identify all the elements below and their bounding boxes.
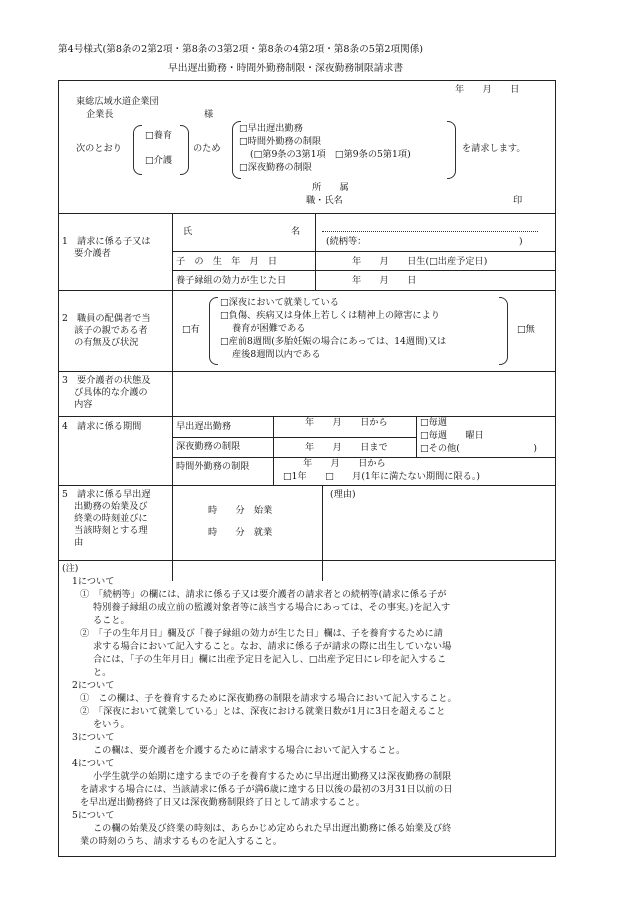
manager-title: 企業長 xyxy=(86,109,114,120)
note5-head: 5について xyxy=(72,810,115,821)
name-dotted-line xyxy=(322,231,538,232)
period-early-late: 早出遅出勤務 xyxy=(176,421,232,432)
overtime-from[interactable]: 年 月 日から xyxy=(303,458,386,469)
care-option-kaigo[interactable]: □介護 xyxy=(145,155,173,166)
form-title: 早出遅出勤務・時間外勤務制限・深夜勤務制限請求書 xyxy=(168,63,404,74)
name-label-shi: 氏 xyxy=(183,226,193,237)
note-line: 求する場合において記入すること。なお、請求に係る子が請求の際に出生していない場 xyxy=(93,641,452,652)
shozoku-label: 所 属 xyxy=(312,182,349,193)
note-line: ② 「子の生年月日」欄及び「養子縁組の効力が生じた日」欄は、子を養育するために請 xyxy=(80,628,443,639)
adopt-value[interactable]: 年 月 日 xyxy=(352,275,417,286)
right-bracket xyxy=(180,125,189,175)
left-bracket xyxy=(133,125,142,175)
period-until[interactable]: 年 月 日まで xyxy=(305,442,388,453)
start-time[interactable]: 時 分 始業 xyxy=(208,505,273,516)
row-divider xyxy=(172,270,556,271)
row-divider xyxy=(58,485,556,486)
col-divider xyxy=(273,416,274,485)
zokugara-end: ) xyxy=(519,236,523,247)
request-text: を請求します。 xyxy=(462,143,526,154)
note-line: 特別養子縁組の成立前の監護対象者等に該当する場合にあっては、その事実。)を記入す xyxy=(93,602,451,613)
note-line: ること。 xyxy=(93,615,130,626)
end-time[interactable]: 時 分 就業 xyxy=(208,527,273,538)
note-line: 小学生就学の始期に達するまでの子を養育するために早出遅出勤務又は深夜勤務の制限 xyxy=(93,771,452,782)
other-option[interactable]: □その他( ) xyxy=(420,443,537,454)
note2-head: 2について xyxy=(72,680,115,691)
name-label-mei: 名 xyxy=(291,226,301,237)
weekly-day-option[interactable]: □毎週 曜日 xyxy=(420,430,484,441)
row-divider xyxy=(58,371,556,372)
notes-head: (注) xyxy=(62,563,79,574)
note-line: ② 「深夜において就業している」とは、深夜における就業日数が1月に3日を超えること xyxy=(80,706,446,717)
birth-label: 子 の 生 年 月 日 xyxy=(176,256,278,267)
shoku-name-label: 職・氏名 xyxy=(306,195,343,206)
birth-value[interactable]: 年 月 日生(□出産予定日) xyxy=(352,256,488,267)
reason-label: (理由) xyxy=(330,489,356,500)
sec1-label: 1 請求に係る子又は 要介護者 xyxy=(62,236,151,259)
label-column-divider xyxy=(172,213,173,581)
col-divider xyxy=(315,214,316,290)
row-divider xyxy=(172,251,556,252)
care-option-ikuji[interactable]: □養育 xyxy=(145,130,173,141)
notame-text: のため xyxy=(193,143,221,154)
col-divider xyxy=(416,416,417,457)
right-bracket xyxy=(447,121,456,179)
sec5-label: 5 請求に係る早出遅 出勤務の始業及び 終業の時刻並びに 当該時刻とする理 由 xyxy=(62,489,151,548)
option-overtime-limit[interactable]: □時間外勤務の制限 xyxy=(239,136,322,147)
overtime-length[interactable]: □1年 □ 月(1年に満たない期間に限る。) xyxy=(283,471,480,482)
zokugara-field[interactable]: (続柄等： xyxy=(326,236,367,247)
period-night: 深夜勤務の制限 xyxy=(176,441,241,452)
spouse-yes[interactable]: □有 xyxy=(182,324,200,335)
note4-head: 4について xyxy=(72,758,115,769)
row-divider xyxy=(58,290,556,291)
cond-maternity-cont: 産後8週間以内である xyxy=(232,349,321,360)
option-early-late[interactable]: □早出遅出勤務 xyxy=(239,123,303,134)
cond-night-work[interactable]: □深夜において就業している xyxy=(220,297,339,308)
org-name: 東総広域水道企業団 xyxy=(76,96,159,107)
option-night-limit[interactable]: □深夜勤務の制限 xyxy=(239,162,312,173)
sec2-label: 2 職員の配偶者で当 該子の親である者 の有無及び状況 xyxy=(62,313,151,348)
left-bracket xyxy=(209,297,218,365)
note-line: を早出遅出勤務終了日又は深夜勤務制限終了日として請求すること。 xyxy=(80,797,365,808)
note-line: 合には、「子の生年月日」欄に出産予定日を記入し、□出産予定日にレ印を記入するこ xyxy=(93,654,447,665)
right-bracket xyxy=(499,297,508,365)
spouse-no[interactable]: □無 xyxy=(517,324,535,335)
option-overtime-subclause[interactable]: (□第9条の3第1項 □第9条の5第1項) xyxy=(250,149,411,160)
note-line: ① 「続柄等」の欄には、請求に係る子又は要介護者の請求者との続柄等(請求に係る子が xyxy=(80,589,447,600)
note-line: を請求する場合には、当該請求に係る子が満6歳に達する日以後の最初の3月31日以前の日 xyxy=(80,784,453,795)
note3-head: 3について xyxy=(72,732,115,743)
note-line: この欄の始業及び終業の時刻は、あらかじめ定められた早出遅出勤務に係る始業及び終 xyxy=(93,823,452,834)
note-line: ① この欄は、子を養育するために深夜勤務の制限を請求する場合において記入すること。 xyxy=(80,693,457,704)
row-divider xyxy=(58,560,556,561)
note-line: をいう。 xyxy=(93,719,130,730)
note1-head: 1について xyxy=(72,576,115,587)
sec4-label: 4 請求に係る期間 xyxy=(62,421,142,432)
weekly-option[interactable]: □毎週 xyxy=(420,417,448,428)
sama-label: 様 xyxy=(204,109,214,120)
col-divider xyxy=(322,485,323,581)
row-divider xyxy=(172,437,416,438)
adopt-label: 養子縁組の効力が生じた日 xyxy=(176,275,287,286)
period-overtime: 時間外勤務の制限 xyxy=(176,461,250,472)
note-line: と。 xyxy=(93,667,112,678)
form-number: 第4号様式(第8条の2第2項・第8条の3第2項・第8条の4第2項・第8条の5第2項関係) xyxy=(58,44,424,55)
cond-maternity[interactable]: □産前8週間(多胎妊娠の場合にあっては、14週間)又は xyxy=(220,336,447,347)
date-field[interactable]: 年 月 日 xyxy=(455,84,520,95)
tsugi-text: 次のとおり xyxy=(76,143,122,154)
seal-mark: 印 xyxy=(513,195,523,206)
period-from[interactable]: 年 月 日から xyxy=(305,417,388,428)
note-line: この欄は、要介護者を介護するために請求する場合において記入すること。 xyxy=(93,745,406,756)
cond-injury-cont: 養育が困難である xyxy=(232,323,306,334)
row-divider xyxy=(58,213,556,214)
sec3-label: 3 要介護者の状態及 び具体的な介護の 内容 xyxy=(62,375,151,410)
note-line: 業の時刻のうち、請求するものを記入すること。 xyxy=(80,836,283,847)
cond-injury[interactable]: □負傷、疾病又は身体上若しくは精神上の障害により xyxy=(220,310,440,321)
